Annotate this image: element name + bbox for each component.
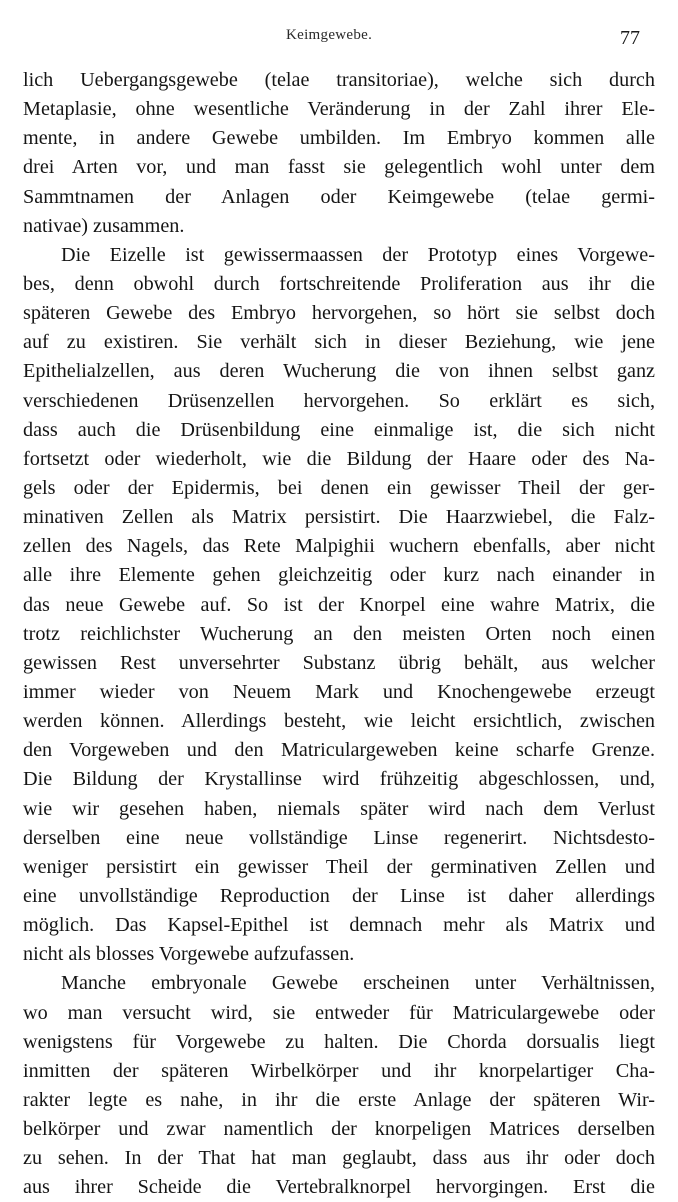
running-head: Keimgewebe. [286, 27, 373, 43]
text-line: rakter legte es nahe, in ihr die erste Anlage der späteren Wir- [23, 1088, 655, 1111]
text-line: weniger persistirt ein gewisser Theil der germinativen Zellen und [23, 855, 655, 878]
text-line: den Vorgeweben und den Matriculargeweben keine scharfe Grenze. [23, 739, 655, 762]
text-line: verschiedenen Drüsenzellen hervorgehen. So erklärt es sich, [23, 389, 655, 412]
text-line: mente, in andere Gewebe umbilden. Im Embryo kommen alle [23, 127, 655, 150]
text-line: wenigstens für Vorgewebe zu halten. Die Chorda dorsualis liegt [23, 1030, 655, 1053]
text-line: fortsetzt oder wiederholt, wie die Bildung der Haare oder des Na- [23, 447, 655, 470]
page-number: 77 [620, 27, 640, 49]
text-line: Epithelialzellen, aus deren Wucherung die von ihnen selbst ganz [23, 360, 655, 383]
text-line: zu sehen. In der That hat man geglaubt, dass aus ihr oder doch [23, 1147, 655, 1170]
text-line: das neue Gewebe auf. So ist der Knorpel eine wahre Matrix, die [23, 593, 655, 616]
text-line: auf zu existiren. Sie verhält sich in dieser Beziehung, wie jene [23, 331, 655, 354]
text-line: derselben eine neue vollständige Linse regenerirt. Nichtsdesto- [23, 826, 655, 849]
text-line: bes, denn obwohl durch fortschreitende Proliferation aus ihr die [23, 272, 655, 295]
text-line: alle ihre Elemente gehen gleichzeitig oder kurz nach einander in [23, 564, 655, 587]
text-line: immer wieder von Neuem Mark und Knochengewebe erzeugt [23, 680, 655, 703]
text-line: Die Eizelle ist gewissermaassen der Prototyp eines Vorgewe- [61, 243, 655, 266]
text-line: belkörper und zwar namentlich der knorpeligen Matrices derselben [23, 1118, 655, 1141]
text-line: Die Bildung der Krystallinse wird frühzeitig abgeschlossen, und, [23, 768, 655, 791]
text-line: eine unvollständige Reproduction der Linse ist daher allerdings [23, 884, 655, 907]
text-line: gewissen Rest unversehrter Substanz übrig behält, aus welcher [23, 651, 655, 674]
text-line: möglich. Das Kapsel-Epithel ist demnach mehr als Matrix und [23, 914, 655, 937]
text-line: Manche embryonale Gewebe erscheinen unter Verhältnissen, [61, 972, 655, 995]
text-line: nicht als blosses Vorgewebe aufzufassen. [23, 943, 355, 966]
text-line: werden können. Allerdings besteht, wie leicht ersichtlich, zwischen [23, 710, 655, 733]
text-line: drei Arten vor, und man fasst sie gelegentlich wohl unter dem [23, 156, 655, 179]
text-line: inmitten der späteren Wirbelkörper und ihr knorpelartiger Cha- [23, 1059, 655, 1082]
text-line: wie wir gesehen haben, niemals später wird nach dem Verlust [23, 797, 655, 820]
text-line: gels oder der Epidermis, bei denen ein gewisser Theil der ger- [23, 476, 655, 499]
text-line: Metaplasie, ohne wesentliche Veränderung in der Zahl ihrer Ele- [23, 98, 655, 121]
text-line: nativae) zusammen. [23, 214, 185, 237]
text-line: zellen des Nagels, das Rete Malpighii wuchern ebenfalls, aber nicht [23, 535, 655, 558]
text-line: wo man versucht wird, sie entweder für Matriculargewebe oder [23, 1001, 655, 1024]
text-line: aus ihrer Scheide die Vertebralknorpel hervorgingen. Erst die [23, 1176, 655, 1199]
text-line: lich Uebergangsgewebe (telae transitoriae), welche sich durch [23, 69, 655, 91]
text-line: späteren Gewebe des Embryo hervorgehen, so hört sie selbst doch [23, 302, 655, 325]
text-line: Sammtnamen der Anlagen oder Keimgewebe (telae germi- [23, 185, 655, 208]
text-line: minativen Zellen als Matrix persistirt. Die Haarzwiebel, die Falz- [23, 506, 655, 529]
body-text [23, 66, 655, 1202]
text-line: trotz reichlichster Wucherung an den meisten Orten noch einen [23, 622, 655, 645]
text-line: dass auch die Drüsenbildung eine einmalige ist, die sich nicht [23, 418, 655, 441]
